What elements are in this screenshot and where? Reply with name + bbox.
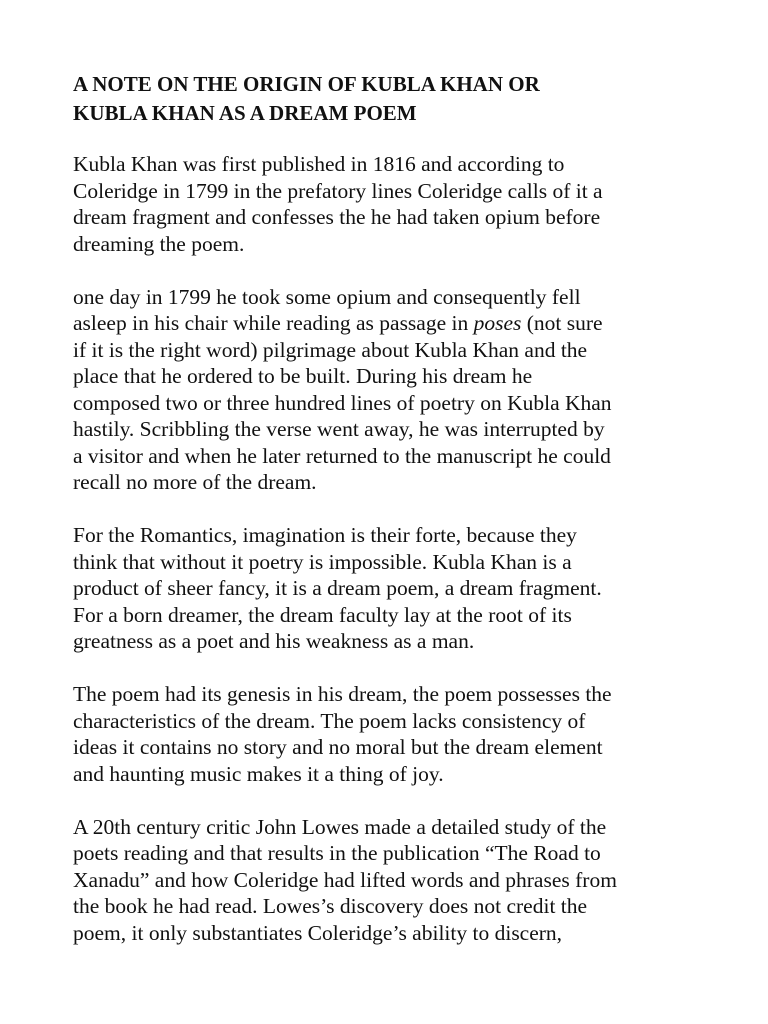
text-line: product of sheer fancy, it is a dream poem, a dream fragment. bbox=[73, 576, 602, 600]
text-line: dreaming the poem. bbox=[73, 231, 245, 256]
text-line: place that he ordered to be built. During his dream he bbox=[73, 364, 533, 388]
text-line: poem, it only substantiates Coleridge’s ability to discern, bbox=[73, 920, 563, 945]
text-line bbox=[73, 310, 713, 337]
text-line: a visitor and when he later returned to the manuscript he could bbox=[73, 443, 611, 468]
document-body bbox=[73, 70, 713, 973]
text-line: ideas it contains no story and no moral but the dream element bbox=[73, 735, 603, 759]
text-line: poets reading and that results in the publication “The Road to bbox=[73, 841, 601, 865]
paragraph-lowes bbox=[73, 814, 713, 947]
text-line: Coleridge in 1799 in the prefatory lines Coleridge calls of it a bbox=[73, 178, 603, 203]
text-line: Xanadu” and how Coleridge had lifted words and phrases from bbox=[73, 867, 617, 892]
text-line: Kubla Khan was first published in 1816 and according to bbox=[73, 152, 565, 176]
text-line: For the Romantics, imagination is their forte, because they bbox=[73, 523, 577, 547]
text-fragment: asleep in his chair while reading as passage in bbox=[73, 311, 474, 335]
text-line: recall no more of the dream. bbox=[73, 470, 317, 494]
text-line: For a born dreamer, the dream faculty lay at the root of its bbox=[73, 602, 572, 627]
italic-word: poses bbox=[473, 311, 522, 335]
paragraph-genesis bbox=[73, 681, 713, 787]
text-line: dream fragment and confesses the he had taken opium before bbox=[73, 205, 601, 229]
text-line: think that without it poetry is impossible. Kubla Khan is a bbox=[73, 549, 572, 574]
text-line: the book he had read. Lowes’s discovery does not credit the bbox=[73, 894, 588, 918]
text-line: characteristics of the dream. The poem lacks consistency of bbox=[73, 708, 586, 733]
text-line: hastily. Scribbling the verse went away, he was interrupted by bbox=[73, 417, 605, 441]
paragraph-dream-story bbox=[73, 284, 713, 496]
text-fragment: (not sure bbox=[521, 311, 603, 335]
text-line: The poem had its genesis in his dream, the poem possesses the bbox=[73, 682, 612, 706]
title-line: KUBLA KHAN AS A DREAM POEM bbox=[73, 101, 417, 125]
text-line: greatness as a poet and his weakness as a man. bbox=[73, 629, 475, 653]
text-line: A 20th century critic John Lowes made a detailed study of the bbox=[73, 814, 607, 839]
document-title bbox=[73, 70, 713, 128]
text-line: composed two or three hundred lines of poetry on Kubla Khan bbox=[73, 390, 612, 415]
title-line: A NOTE ON THE ORIGIN OF KUBLA KHAN OR bbox=[73, 72, 540, 96]
text-line: and haunting music makes it a thing of joy. bbox=[73, 761, 444, 786]
text-line: if it is the right word) pilgrimage about Kubla Khan and the bbox=[73, 337, 588, 362]
text-line: one day in 1799 he took some opium and consequently fell bbox=[73, 284, 581, 309]
paragraph-romantics bbox=[73, 522, 713, 655]
paragraph-publication bbox=[73, 151, 713, 257]
